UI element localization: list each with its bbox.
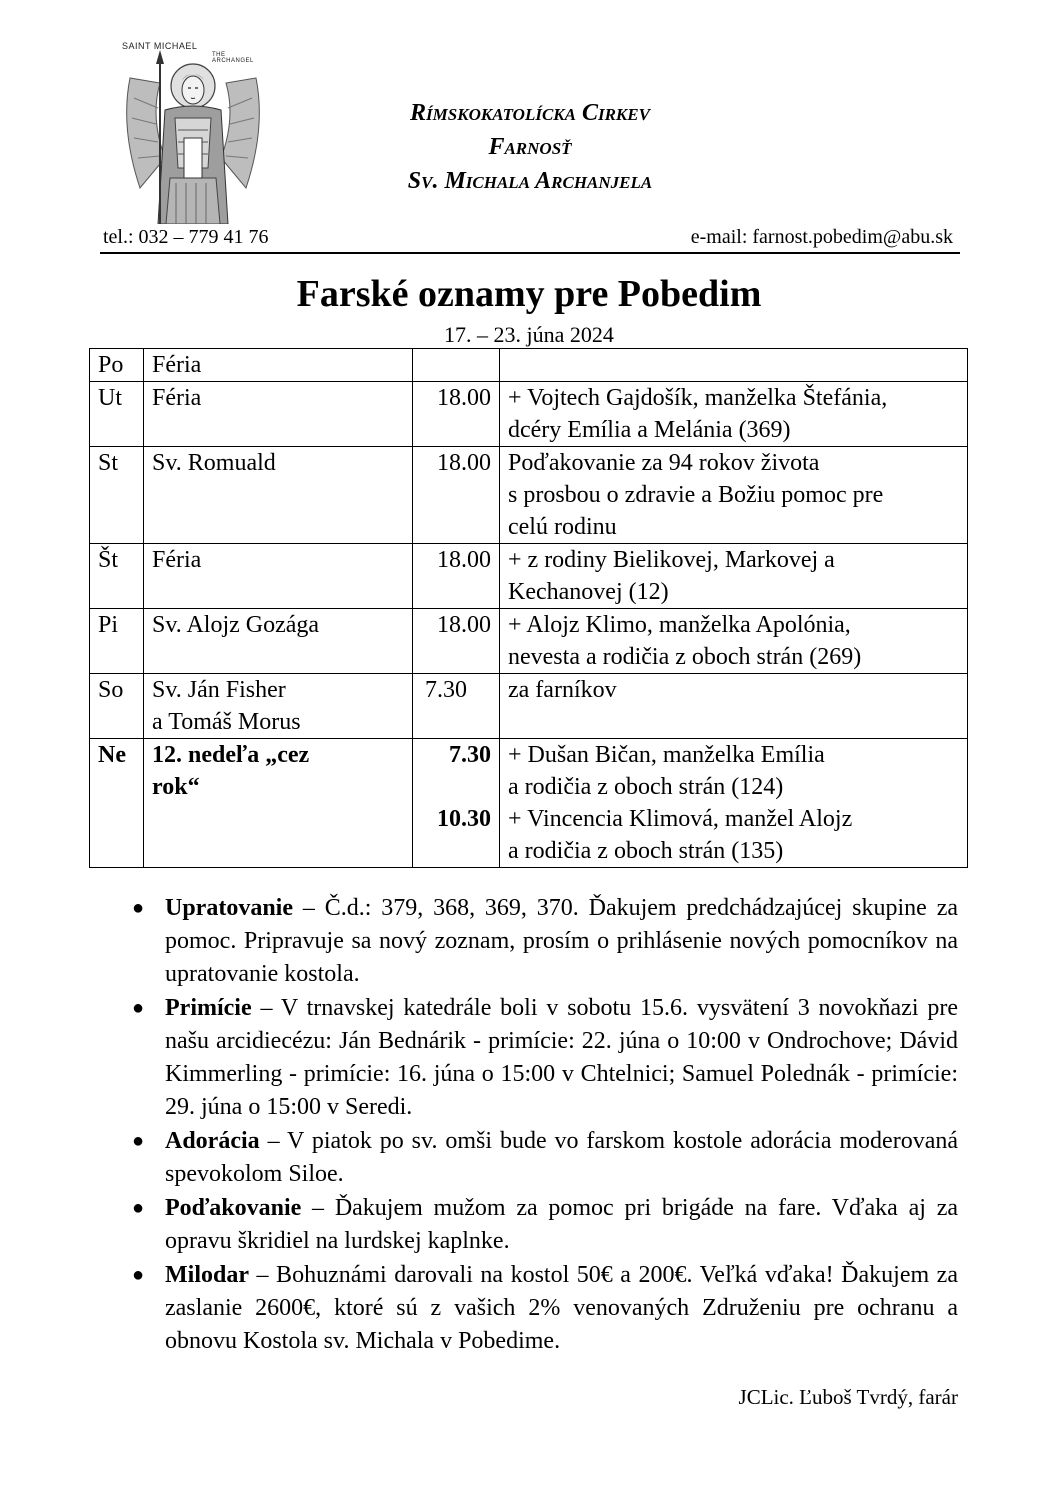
announcement-heading: Primície [165, 995, 252, 1021]
schedule-day: Ne [90, 739, 144, 868]
schedule-row [90, 382, 968, 447]
bullet-icon: ● [132, 997, 145, 1019]
intention-line: nevesta a rodičia z oboch strán (269) [508, 644, 862, 670]
announcements-list [128, 892, 958, 1359]
schedule-day: Po [90, 349, 144, 382]
intention-line: Poďakovanie za 94 rokov života [508, 450, 820, 476]
announcement-item [128, 892, 958, 991]
announcement-text: – Bohuznámi darovali na kostol 50€ a 200€. Veľká vďaka! Ďakujem za zaslanie 2600€, ktoré sú z vašich 2% venovaných Združeniu pre ochranu a obnovu Kostola sv. Michala v Pobedime. [165, 1262, 958, 1354]
feast-line: Féria [152, 547, 202, 573]
mass-schedule-table [89, 348, 968, 868]
announcement-heading: Poďakovanie [165, 1195, 302, 1221]
feast-line: Féria [152, 352, 202, 378]
feast-line: Féria [152, 385, 202, 411]
intention-line: a rodičia z oboch strán (124) [508, 774, 784, 800]
schedule-time [413, 447, 500, 544]
mass-time: 18.00 [437, 547, 491, 573]
schedule-feast [144, 544, 413, 609]
schedule-row [90, 674, 968, 739]
schedule-time [413, 739, 500, 868]
feast-line: Sv. Alojz Gozága [152, 612, 320, 638]
church-line-3: Sv. Michala Archanjela [407, 168, 653, 194]
announcement-text: – Č.d.: 379, 368, 369, 370. Ďakujem predchádzajúcej skupine za pomoc. Pripravuje sa nový zoznam, prosím o prihlásenie nových pomocníkov na upratovanie kostola. [165, 895, 958, 987]
email-address[interactable]: e-mail: farnost.pobedim@abu.sk [690, 226, 953, 248]
intention-line: celú rodinu [508, 514, 617, 540]
mass-intention [500, 674, 968, 739]
schedule-feast [144, 447, 413, 544]
intention-line: + z rodiny Bielikovej, Markovej a [508, 547, 835, 573]
feast-line: rok“ [152, 774, 200, 800]
mass-time: 18.00 [437, 612, 491, 638]
schedule-feast [144, 739, 413, 868]
intention-line: Kechanovej (12) [508, 579, 669, 605]
bullet-icon: ● [132, 897, 145, 919]
intention-line: + Vojtech Gajdošík, manželka Štefánia, [508, 385, 888, 411]
schedule-feast [144, 382, 413, 447]
announcement-heading: Milodar [165, 1262, 249, 1288]
intention-line: a rodičia z oboch strán (135) [508, 838, 784, 864]
saint-michael-icon [120, 38, 266, 224]
schedule-time [413, 674, 500, 739]
schedule-day: St [90, 447, 144, 544]
announcement-heading: Adorácia [165, 1128, 260, 1154]
announcement-heading: Upratovanie [165, 895, 293, 921]
intention-line: + Dušan Bičan, manželka Emília [508, 742, 825, 768]
announcement-text: – Ďakujem mužom za pomoc pri brigáde na fare. Vďaka aj za opravu škridiel na lurdskej kaplnke. [165, 1195, 958, 1254]
icon-label-archangel: THE ARCHANGEL [212, 52, 254, 64]
schedule-row [90, 609, 968, 674]
intention-line: dcéry Emília a Melánia (369) [508, 417, 791, 443]
announcement-item [128, 1192, 958, 1258]
schedule-row [90, 544, 968, 609]
church-line-1: Rímskokatolícka Cirkev [410, 100, 650, 126]
schedule-day: Ut [90, 382, 144, 447]
mass-intention [500, 544, 968, 609]
schedule-feast [144, 674, 413, 739]
intention-line: + Vincencia Klimová, manžel Alojz [508, 806, 853, 832]
mass-time: 18.00 [437, 450, 491, 476]
signature: JCLic. Ľuboš Tvrdý, farár [738, 1385, 958, 1409]
mass-time: 7.30 [449, 742, 491, 768]
schedule-time [413, 544, 500, 609]
schedule-day: Pi [90, 609, 144, 674]
mass-time: 18.00 [437, 385, 491, 411]
mass-intention [500, 382, 968, 447]
church-name [290, 96, 770, 198]
mass-time: 10.30 [437, 806, 491, 832]
page-title: Farské oznamy pre Pobedim [296, 273, 762, 315]
schedule-feast [144, 609, 413, 674]
schedule-time [413, 349, 500, 382]
mass-time: 7.30 [425, 677, 467, 703]
feast-line: a Tomáš Morus [152, 709, 301, 735]
announcement-item [128, 992, 958, 1124]
icon-label-saint: SAINT MICHAEL [122, 41, 198, 51]
date-range: 17. – 23. júna 2024 [444, 322, 614, 347]
schedule-row [90, 349, 968, 382]
mass-intention [500, 349, 968, 382]
header-divider [100, 252, 960, 254]
announcement-text: – V trnavskej katedrále boli v sobotu 15.6. vysvätení 3 novokňazi pre našu arcidiecézu: Ján Bednárik - primície: 22. júna o 10:00 v Ondrochove; Dávid Kimmerling - primície: 16. júna o 15:00 v Chtelnici; Samuel Polednák - primície: 29. júna o 15:00 v Seredi. [165, 995, 958, 1120]
church-line-2: Farnosť [488, 134, 572, 160]
intention-line: s prosbou o zdravie a Božiu pomoc pre [508, 482, 884, 508]
announcement-item [128, 1125, 958, 1191]
bullet-icon: ● [132, 1264, 145, 1286]
mass-intention [500, 739, 968, 868]
announcement-item [128, 1259, 958, 1358]
schedule-row [90, 739, 968, 868]
schedule-day: So [90, 674, 144, 739]
schedule-time [413, 609, 500, 674]
feast-line: 12. nedeľa „cez [152, 742, 310, 768]
intention-line: + Alojz Klimo, manželka Apolónia, [508, 612, 851, 638]
announcement-text: – V piatok po sv. omši bude vo farskom kostole adorácia moderovaná spevokolom Siloe. [165, 1128, 958, 1187]
mass-intention [500, 609, 968, 674]
schedule-row [90, 447, 968, 544]
mass-intention [500, 447, 968, 544]
intention-line: za farníkov [508, 677, 617, 703]
schedule-feast [144, 349, 413, 382]
feast-line: Sv. Ján Fisher [152, 677, 286, 703]
schedule-day: Št [90, 544, 144, 609]
phone-number: tel.: 032 – 779 41 76 [103, 226, 269, 248]
feast-line: Sv. Romuald [152, 450, 276, 476]
schedule-time [413, 382, 500, 447]
bullet-icon: ● [132, 1130, 145, 1152]
bullet-icon: ● [132, 1197, 145, 1219]
